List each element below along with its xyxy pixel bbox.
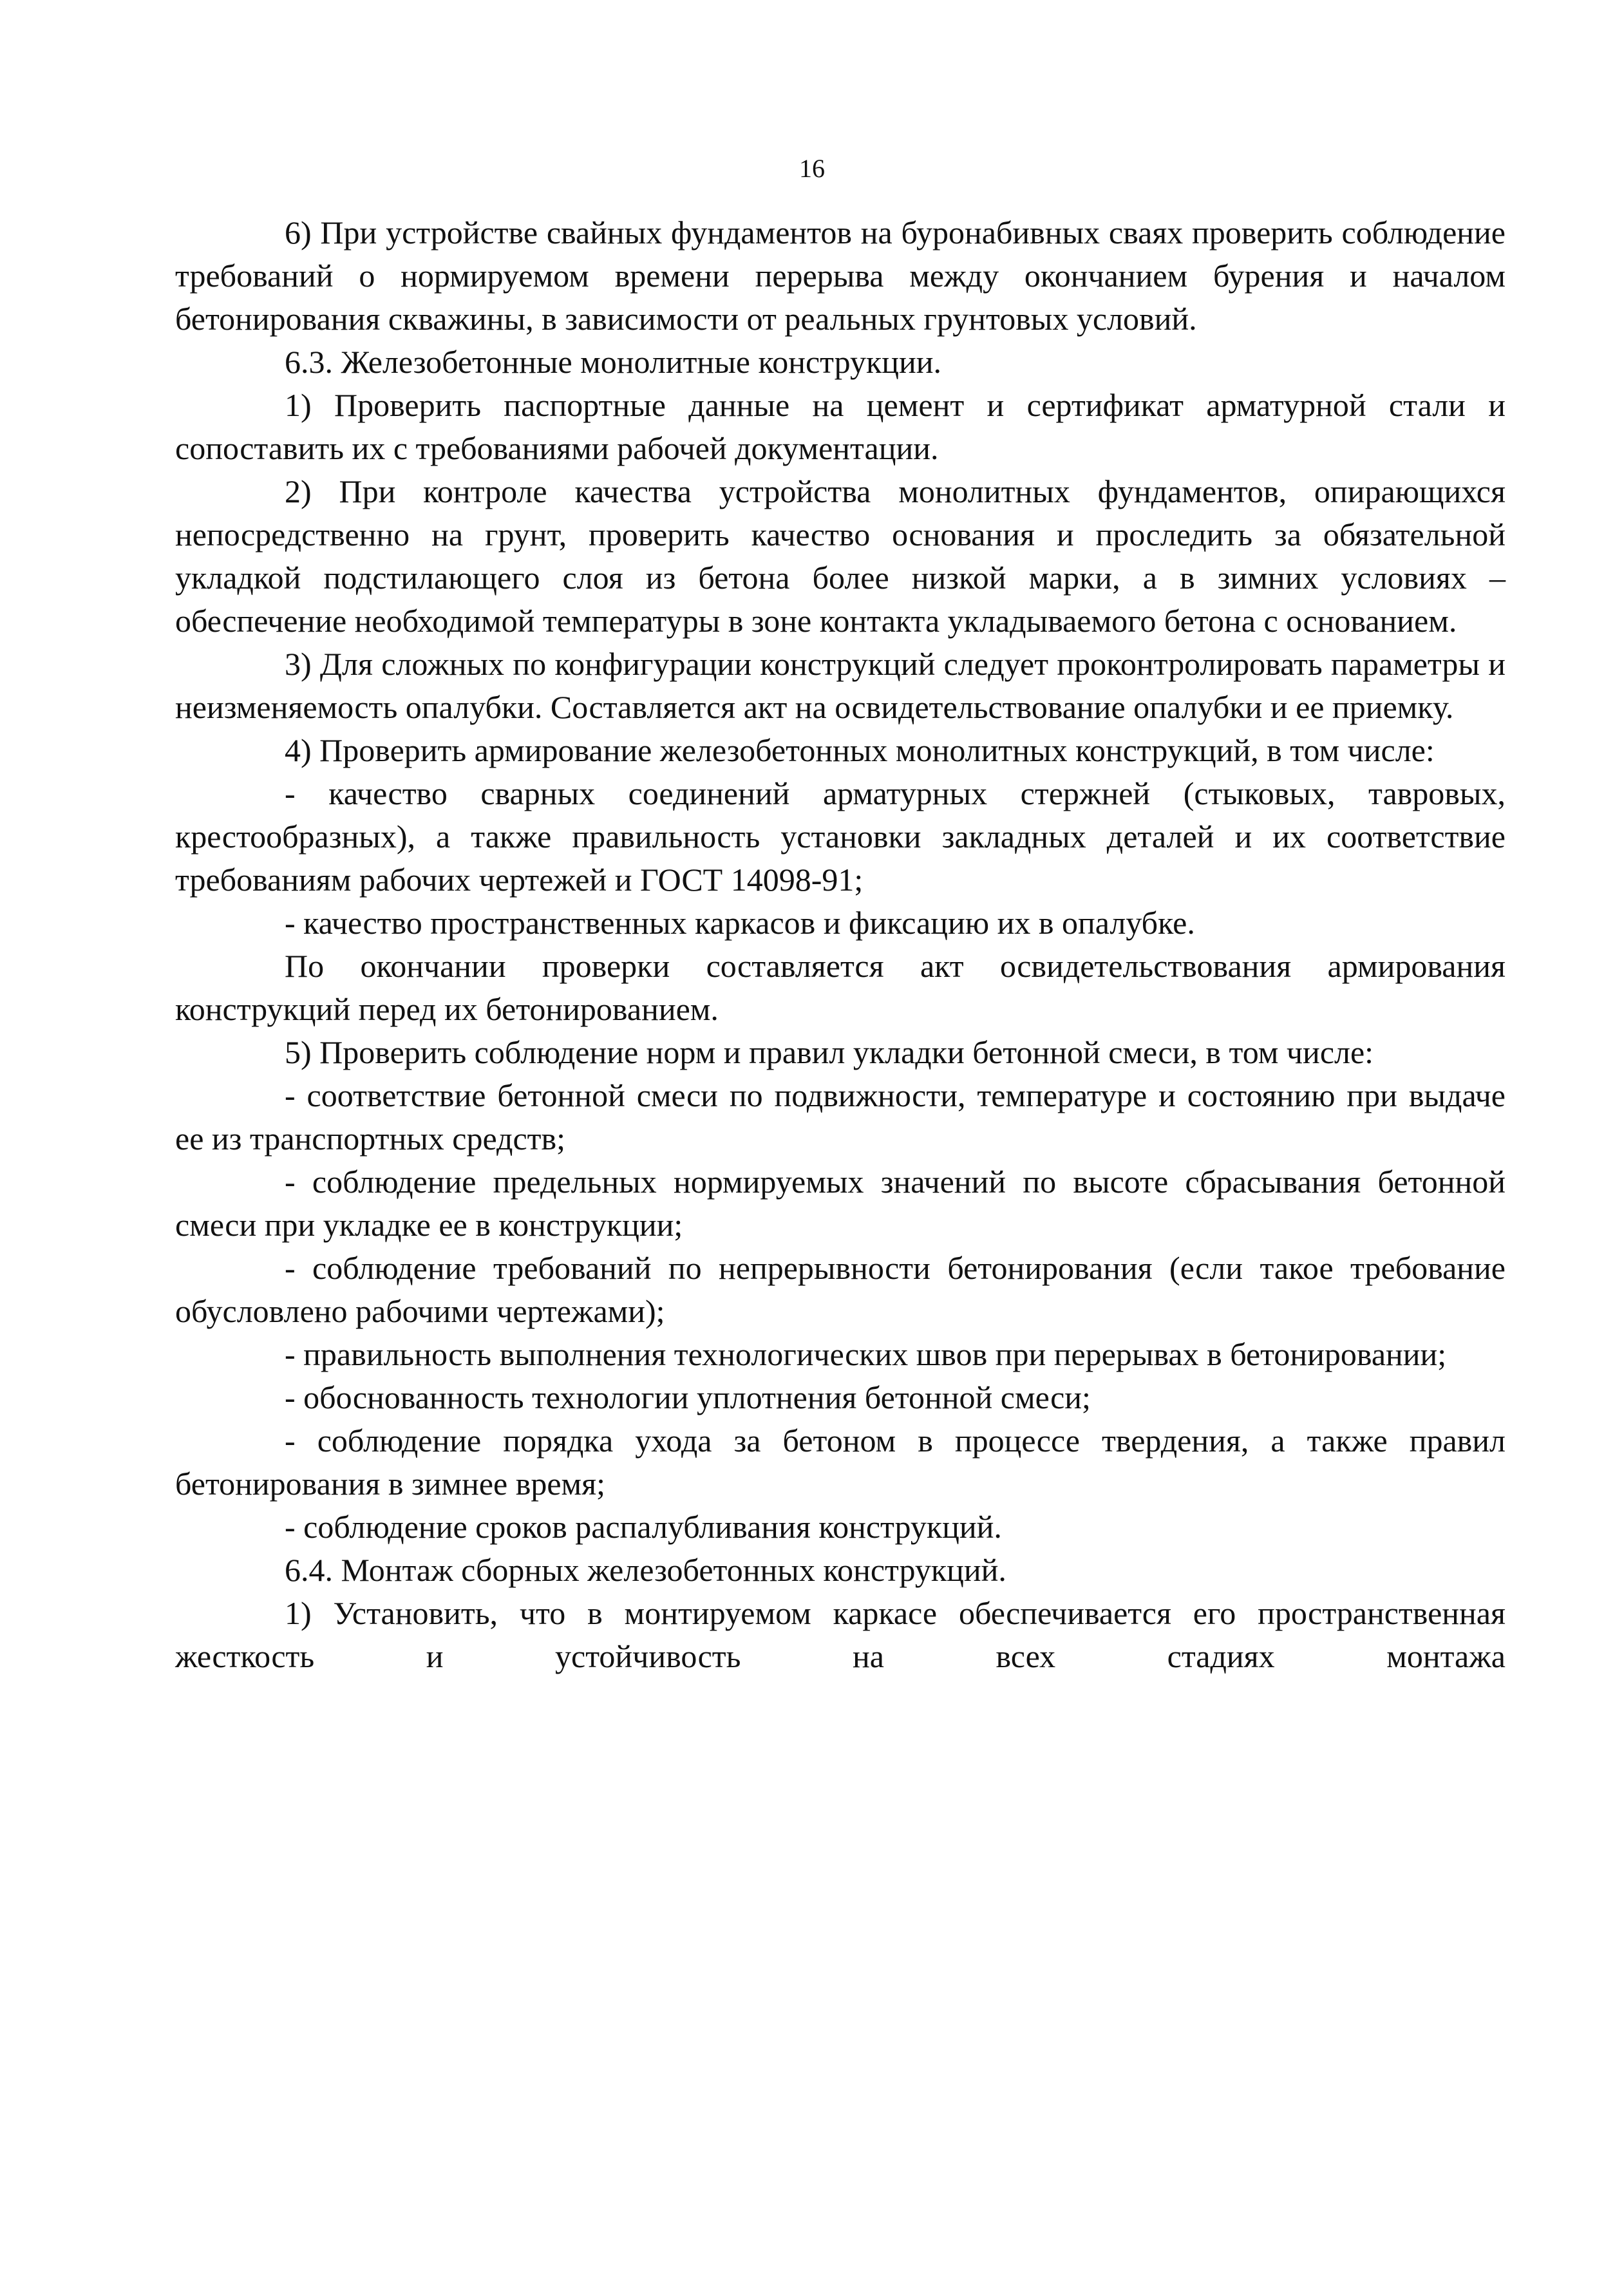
paragraph-3-formwork: 3) Для сложных по конфигурации конструкций следует проконтролировать параметры и неизменяемость опалубки. Составляется акт на освидетельствование опалубки и ее приемку.: [175, 646, 1506, 725]
list-item-stripping-terms: - соблюдение сроков распалубливания конструкций.: [285, 1509, 1002, 1545]
list-item-curing: - соблюдение порядка ухода за бетоном в процессе твердения, а также правил бетонирования в зимнее время;: [175, 1422, 1506, 1502]
paragraph-1-frame-rigidity: 1) Установить, что в монтируемом каркасе обеспечивается его пространственная жесткость и устойчивость на всех стадиях монтажа: [175, 1595, 1506, 1674]
paragraph-6-bored-piles: 6) При устройстве свайных фундаментов на буронабивных сваях проверить соблюдение требований о нормируемом времени перерыва между окончанием бурения и началом бетонирования скважины, в зависимости от реальных грунтовых условий.: [175, 214, 1506, 337]
paragraph-1-passport-data: 1) Проверить паспортные данные на цемент и сертификат арматурной стали и сопоставить их с требованиями рабочей документации.: [175, 387, 1506, 466]
list-item-welded-joints: - качество сварных соединений арматурных стержней (стыковых, тавровых, крестообразных), а также правильность установки закладных деталей и их соответствие требованиям рабочих чертежей и ГОСТ 14098-91;: [175, 775, 1506, 898]
paragraph-2-foundation-control: 2) При контроле качества устройства монолитных фундаментов, опирающихся непосредственно на грунт, проверить качество основания и проследить за обязательной укладкой подстилающего слоя из бетона более низкой марки, а в зимних условиях – обеспечение необходимой температуры в зоне контакта укладываемого бетона с основанием.: [175, 473, 1506, 639]
paragraph-5-concrete-placement: 5) Проверить соблюдение норм и правил укладки бетонной смеси, в том числе:: [285, 1034, 1374, 1070]
section-heading-6-4: 6.4. Монтаж сборных железобетонных конструкций.: [285, 1552, 1006, 1588]
list-item-continuity: - соблюдение требований по непрерывности бетонирования (если такое требование обусловлено рабочими чертежами);: [175, 1250, 1506, 1329]
paragraph-inspection-act: По окончании проверки составляется акт освидетельствования армирования конструкций перед их бетонированием.: [175, 948, 1506, 1027]
paragraph-4-reinforcement: 4) Проверить армирование железобетонных монолитных конструкций, в том числе:: [285, 732, 1435, 768]
document-body: [175, 211, 1506, 1678]
list-item-concrete-mobility: - соответствие бетонной смеси по подвижности, температуре и состоянию при выдаче ее из транспортных средств;: [175, 1077, 1506, 1157]
list-item-spatial-frames: - качество пространственных каркасов и фиксацию их в опалубке.: [285, 905, 1195, 941]
section-heading-6-3: 6.3. Железобетонные монолитные конструкции.: [285, 344, 942, 380]
list-item-compaction: - обоснованность технологии уплотнения бетонной смеси;: [285, 1379, 1091, 1415]
page-number: 16: [799, 154, 825, 183]
list-item-construction-joints: - правильность выполнения технологических швов при перерывах в бетонировании;: [285, 1336, 1447, 1372]
list-item-drop-height: - соблюдение предельных нормируемых значений по высоте сбрасывания бетонной смеси при укладке ее в конструкции;: [175, 1164, 1506, 1243]
